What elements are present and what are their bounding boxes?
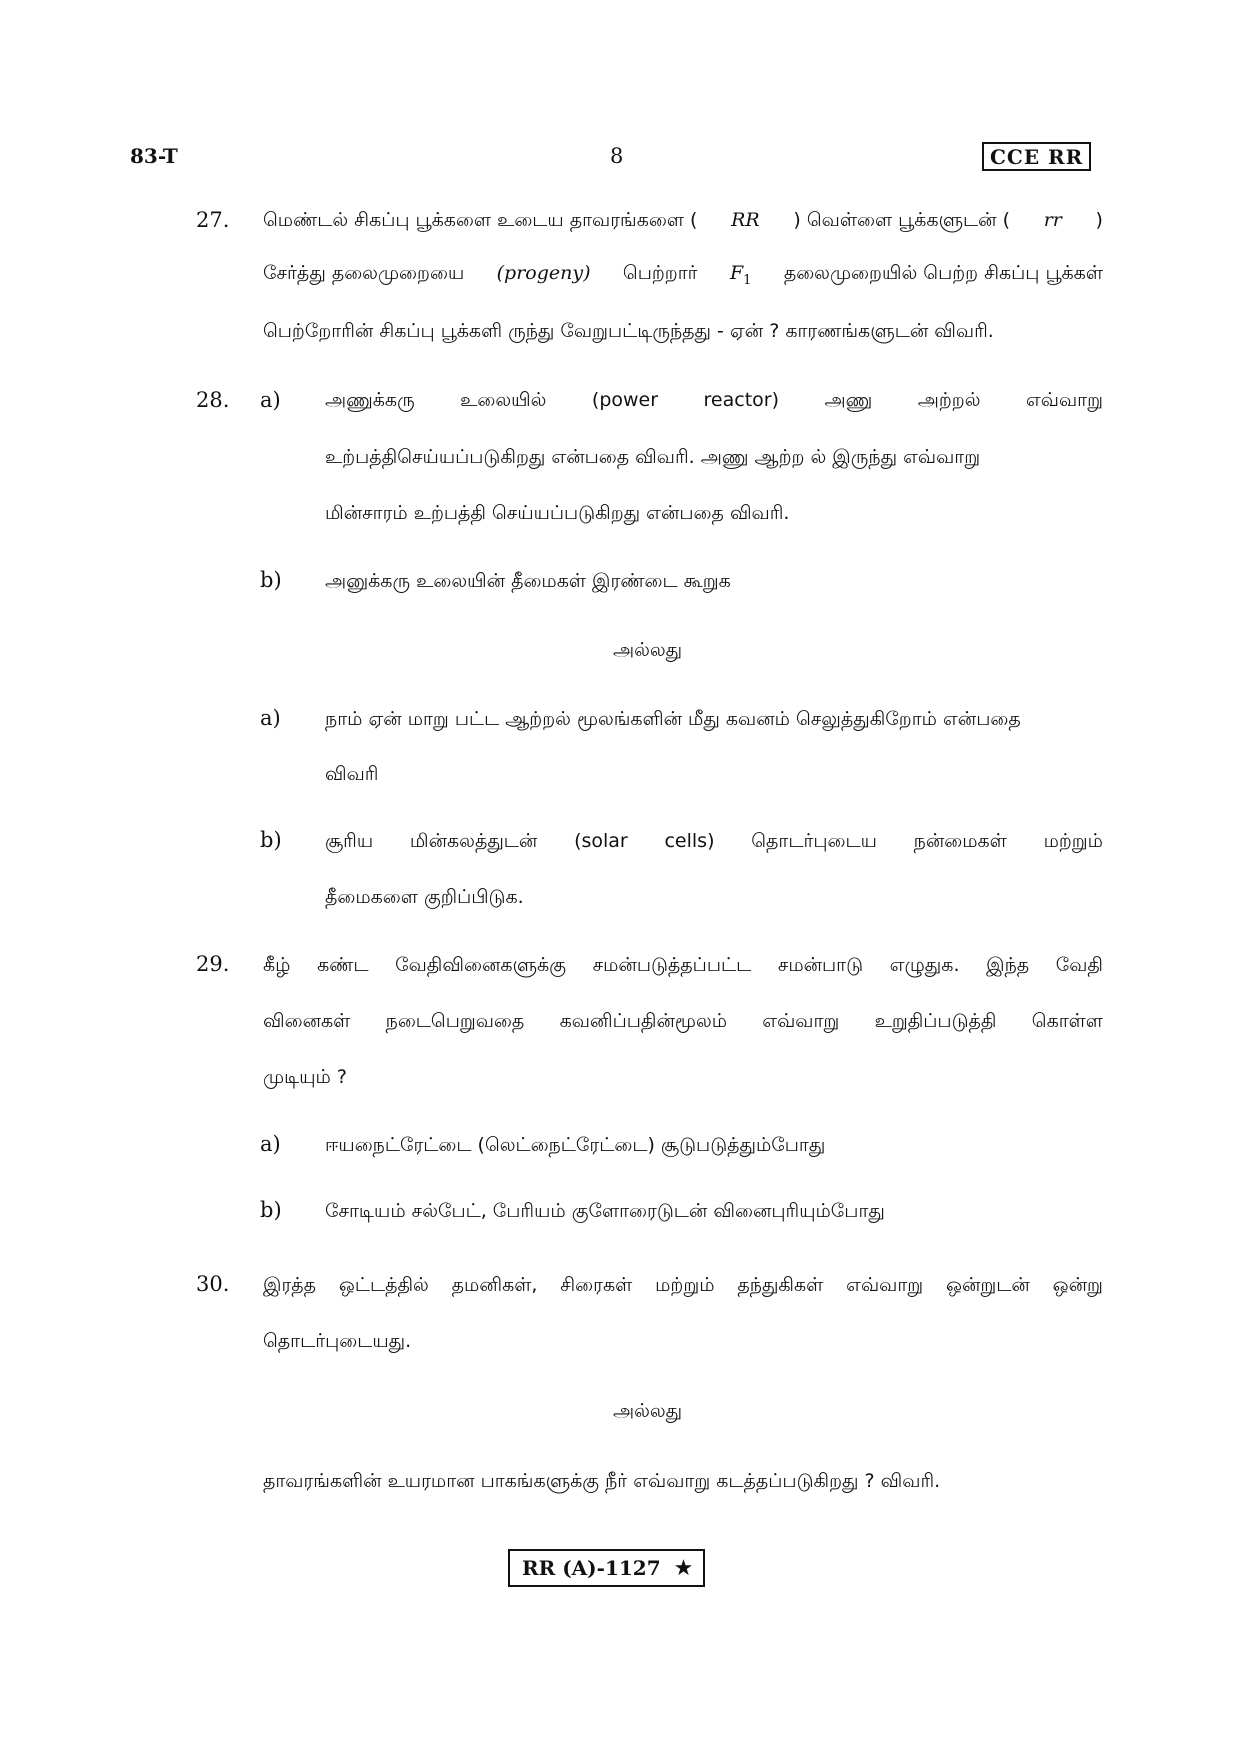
q28-alt-a-label: a)	[260, 706, 281, 730]
q28-alt-b-line-1-word: cells)	[664, 830, 715, 852]
genotype-rr: rr	[1043, 209, 1062, 231]
q28-a-line-2: உற்பத்திசெய்யப்படுகிறது என்பதை விவரி. அணு ஆற்ற ல் இருந்து எவ்வாறு	[325, 446, 981, 468]
q29-line-2	[263, 1010, 1103, 1035]
q28-alt-b-label: b)	[260, 828, 282, 852]
q28-alt-b-line-1-word: மற்றும்	[1043, 830, 1103, 852]
q27-line-1-text-a: மெண்டல் சிகப்பு பூக்களை உடைய தாவரங்களை (	[263, 209, 698, 231]
footer-code-text: RR (A)-1127	[522, 1556, 661, 1580]
q28-alt-b-line-1-word: தொடர்புடைய	[751, 830, 877, 852]
q28-alt-b-line-1-word: மின்கலத்துடன்	[409, 830, 538, 852]
q30-line-1-word: மற்றும்	[655, 1274, 715, 1296]
q28-a-line-1-word: அற்றல்	[917, 389, 981, 411]
q30-line-1	[263, 1274, 1103, 1299]
q29-line-1-word: வேதிவினைகளுக்கு	[395, 954, 566, 976]
q30-alt-text: தாவரங்களின் உயரமான பாகங்களுக்கு நீர் எவ்வாறு கடத்தப்படுகிறது ? விவரி.	[263, 1470, 941, 1492]
exam-code: 83-T	[130, 144, 178, 168]
q30-or-separator: அல்லது	[613, 1400, 683, 1422]
q29-b-text: சோடியம் சல்பேட், பேரியம் குளோரைடுடன் வினைபுரியும்போது	[325, 1200, 885, 1222]
q27-line-1	[263, 209, 1103, 234]
question-number-30: 30.	[196, 1272, 230, 1296]
q28-a-label: a)	[260, 388, 281, 412]
q30-line-1-word: சிரைகள்	[560, 1274, 633, 1296]
q27-line-2-text-c: தலைமுறையில் பெற்ற சிகப்பு பூக்கள்	[783, 262, 1103, 284]
q30-line-1-word: தந்துகிகள்	[737, 1274, 824, 1296]
q28-alt-b-line-2: தீமைகளை குறிப்பிடுக.	[325, 886, 524, 908]
star-icon: ★	[673, 1556, 694, 1581]
q28-a-line-3: மின்சாரம் உற்பத்தி செய்யப்படுகிறது என்பதை விவரி.	[325, 502, 790, 524]
q29-line-1-word: எழுதுக.	[889, 954, 960, 976]
q28-a-line-1-word: உலையில்	[460, 389, 547, 411]
q28-alt-a-line-1: நாம் ஏன் மாறு பட்ட ஆற்றல் மூலங்களின் மீது கவனம் செலுத்துகிறோம் என்பதை	[325, 708, 1021, 730]
q28-alt-b-line-1-word: நன்மைகள்	[913, 830, 1007, 852]
q29-line-1-word: சமன்படுத்தப்பட்ட	[592, 954, 752, 976]
q28-a-line-1-word: அணு	[824, 389, 873, 411]
q30-line-1-word: எவ்வாறு	[846, 1274, 924, 1296]
question-number-28: 28.	[196, 388, 230, 412]
footer-paper-code	[508, 1549, 705, 1587]
q29-line-2-word: எவ்வாறு	[762, 1010, 840, 1032]
q27-line-2-text-a: சேர்த்து தலைமுறையை	[263, 262, 465, 284]
q27-line-1-text-c: )	[1095, 209, 1103, 231]
q28-alt-b-line-1-word: சூரிய	[325, 830, 374, 852]
q29-line-1-word: சமன்பாடு	[777, 954, 864, 976]
q30-line-1-word: ஒன்று	[1052, 1274, 1103, 1296]
question-number-29: 29.	[196, 952, 230, 976]
q28-a-line-1-word: அணுக்கரு	[325, 389, 415, 411]
q28-a-line-1-word: reactor)	[703, 389, 779, 411]
term-progeny: (progeny)	[496, 262, 591, 284]
q28-alt-a-line-2: விவரி	[325, 763, 379, 785]
q28-alt-b-line-1-word: (solar	[574, 830, 628, 852]
q28-alt-b-line-1	[325, 830, 1103, 855]
q28-b-label: b)	[260, 568, 282, 592]
q29-a-label: a)	[260, 1132, 281, 1156]
q28-a-line-1-word: (power	[591, 389, 659, 411]
q29-line-2-word: கவனிப்பதின்மூலம்	[559, 1010, 727, 1032]
q28-a-line-1-word: எவ்வாறு	[1025, 389, 1103, 411]
q30-line-1-word: ஒட்டத்தில்	[338, 1274, 429, 1296]
q27-line-2-text-b: பெற்றார்	[622, 262, 698, 284]
series-box: CCE RR	[982, 142, 1091, 171]
q28-a-line-1	[325, 389, 1103, 414]
q27-line-3: பெற்றோரின் சிகப்பு பூக்களி ருந்து வேறுபட்டிருந்தது - ஏன் ? காரணங்களுடன் விவரி.	[263, 320, 994, 342]
q29-line-2-word: கொள்ள	[1031, 1010, 1103, 1032]
q29-line-2-word: நடைபெறுவதை	[385, 1010, 525, 1032]
f1-generation: $F_1$	[729, 262, 752, 288]
q30-line-2: தொடர்புடையது.	[263, 1330, 412, 1352]
q29-line-1-word: வேதி	[1055, 954, 1103, 976]
q30-line-1-word: இரத்த	[263, 1274, 317, 1296]
q28-or-separator: அல்லது	[613, 639, 683, 661]
q30-line-1-word: தமனிகள்,	[451, 1274, 538, 1296]
q30-line-1-word: ஒன்றுடன்	[946, 1274, 1030, 1296]
q29-line-2-word: வினைகள்	[263, 1010, 351, 1032]
q29-line-3: முடியும் ?	[263, 1066, 347, 1088]
q29-line-2-word: உறுதிப்படுத்தி	[874, 1010, 997, 1032]
q29-b-label: b)	[260, 1198, 282, 1222]
q27-line-2	[263, 262, 1103, 288]
q27-line-1-text-b: ) வெள்ளை பூக்களுடன் (	[793, 209, 1011, 231]
q29-a-text: ஈயநைட்ரேட்டை (லெட்நைட்ரேட்டை) சூடுபடுத்தும்போது	[325, 1134, 826, 1156]
question-number-27: 27.	[196, 208, 230, 232]
q29-line-1-word: கண்ட	[317, 954, 369, 976]
q29-line-1-word: கீழ்	[263, 954, 291, 976]
q29-line-1	[263, 954, 1103, 979]
page-number: 8	[610, 144, 624, 168]
q28-b-line-1: அனுக்கரு உலையின் தீமைகள் இரண்டை கூறுக	[325, 570, 731, 592]
q29-line-1-word: இந்த	[986, 954, 1030, 976]
genotype-RR: RR	[731, 209, 760, 231]
